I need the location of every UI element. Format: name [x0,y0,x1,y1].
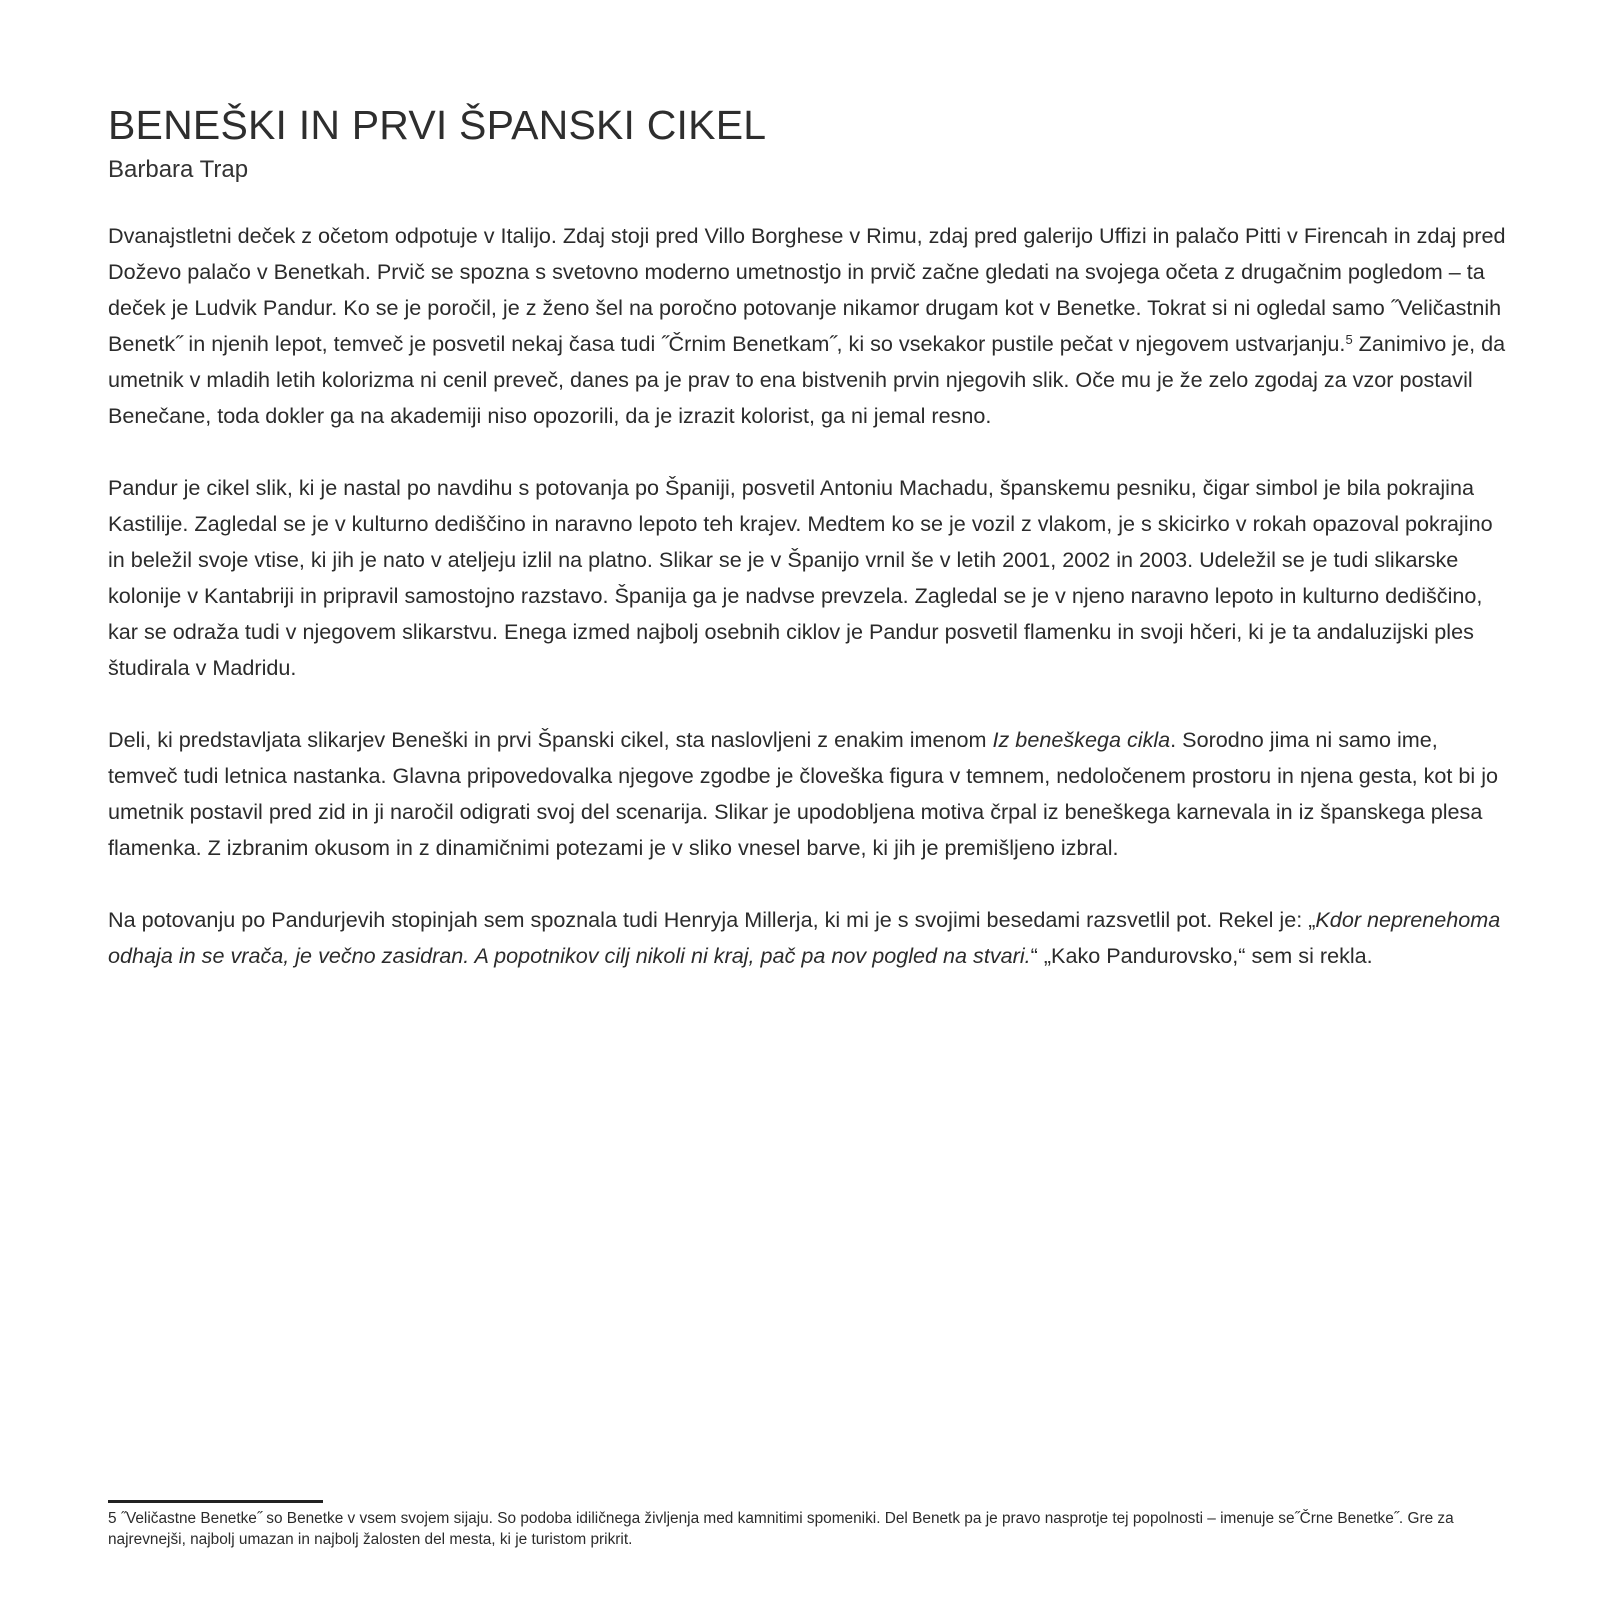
paragraph-3-text-a: Deli, ki predstavljata slikarjev Beneški in prvi Španski cikel, sta naslovljeni z enakim imenom [108,727,993,752]
paragraph-3 [108,722,1508,866]
article-title: BENEŠKI IN PRVI ŠPANSKI CIKEL [108,102,767,148]
miller-quote: Kdor neprenehoma odhaja in se vrača, je večno zasidran. A popotnikov cilj nikoli ni kraj, pač pa nov pogled na stvari. [108,907,1501,968]
paragraph-2: Pandur je cikel slik, ki je nastal po navdihu s potovanja po Španiji, posvetil Antoniu Machadu, španskemu pesniku, čigar simbol je bila pokrajina Kastilije. Zagledal se je v kulturno dediščino in naravno lepoto teh krajev. Medtem ko se je vozil z vlakom, je s skicirko v rokah opazoval pokrajino in beležil svoje vtise, ki jih je nato v ateljeju izlil na platno. Slikar se je v Španijo vrnil še v letih 2001, 2002 in 2003. Udeležil se je tudi slikarske kolonije v Kantabriji in pripravil samostojno razstavo. Španija ga je nadvse prevzela. Zagledal se je v njeno naravno lepoto in kulturno dediščino, kar se odraža tudi v njegovem slikarstvu. Enega izmed najbolj osebnih ciklov je Pandur posvetil flamenku in svoji hčeri, ki je ta andaluzijski ples študirala v Madridu. [108,475,1493,680]
paragraph-1 [108,218,1508,434]
footnote-reference: 5 [1345,332,1353,347]
footnote-section [108,1500,1508,1550]
paragraph-1-text-b: Zanimivo je, da umetnik v mladih letih kolorizma ni cenil preveč, danes pa je prav to ena bistvenih prvin njegovih slik. Oče mu je že zelo zgodaj za vzor postavil Benečane, toda dokler ga na akademiji niso opozorili, da je izrazit kolorist, ga ni jemal resno. [108,331,1506,428]
paragraph-1-text-a: Dvanajstletni deček z očetom odpotuje v Italijo. Zdaj stoji pred Villo Borghese v Rimu, zdaj pred galerijo Uffizi in palačo Pitti v Firencah in zdaj pred Doževo palačo v Benetkah. Prvič se spozna s svetovno moderno umetnostjo in prvič začne gledati na svojega očeta z drugačnim pogledom – ta deček je Ludvik Pandur. Ko se je poročil, je z ženo šel na poročno potovanje nikamor drugam kot v Benetke. Tokrat si ni ogledal samo ˝Veličastnih Benetk˝ in njenih lepot, temveč je posvetil nekaj časa tudi ˝Črnim Benetkam˝, ki so vsekakor pustile pečat v njegovem ustvarjanju. [108,223,1506,356]
article-author: Barbara Trap [108,156,249,183]
footnote-divider [108,1500,323,1503]
paragraph-4-text-a: Na potovanju po Pandurjevih stopinjah sem spoznala tudi Henryja Millerja, ki mi je s svojimi besedami razsvetlil pot. Rekel je: „ [108,907,1316,932]
artwork-title: Iz beneškega cikla [992,727,1171,752]
paragraph-4 [108,902,1508,974]
paragraph-4-text-b: “ „Kako Pandurovsko,“ sem si rekla. [1030,943,1373,968]
article [108,98,1508,1010]
paragraph-3-text-b: . Sorodno jima ni samo ime, temveč tudi letnica nastanka. Glavna pripovedovalka njegove zgodbe je človeška figura v temnem, nedoločenem prostoru in njena gesta, kot bi jo umetnik postavil pred zid in ji naročil odigrati svoj del scenarija. Slikar je upodobljena motiva črpal iz beneškega karnevala in iz španskega plesa flamenka. Z izbranim okusom in z dinamičnimi potezami je v sliko vnesel barve, ki jih je premišljeno izbral. [108,727,1499,860]
footnote-text: 5 ˝Veličastne Benetke˝ so Benetke v vsem svojem sijaju. So podoba idiličnega življenja med kamnitimi spomeniki. Del Benetk pa je pravo nasprotje tej popolnosti – imenuje se˝Črne Benetke˝. Gre za najrevnejši, najbolj umazan in najbolj žalosten del mesta, ki je turistom prikrit. [108,1510,1454,1548]
